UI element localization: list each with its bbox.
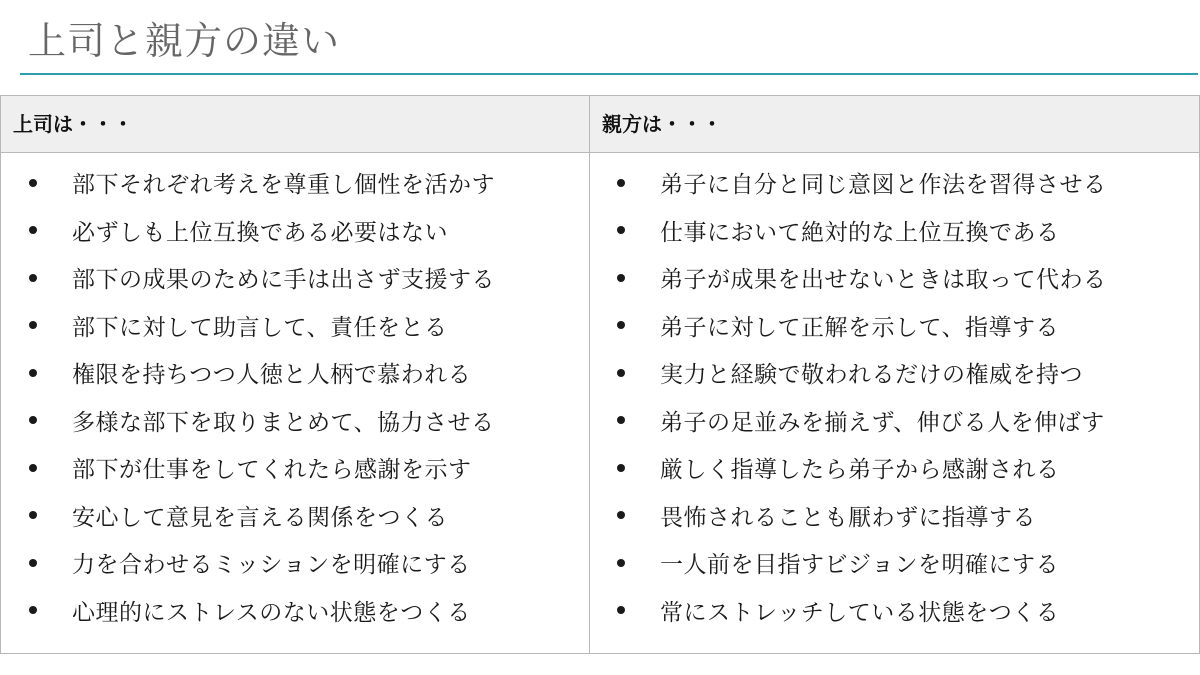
bullet-icon bbox=[29, 369, 37, 377]
list-item bbox=[590, 349, 1199, 397]
list-item bbox=[1, 397, 589, 445]
bullet-icon bbox=[29, 511, 37, 519]
master-traits-list bbox=[590, 159, 1199, 634]
bullet-icon bbox=[617, 464, 625, 472]
list-item-text: 弟子の足並みを揃えず、伸びる人を伸ばす bbox=[660, 409, 1105, 436]
list-item-text: 心理的にストレスのない状態をつくる bbox=[72, 599, 471, 626]
list-item-text: 部下が仕事をしてくれたら感謝を示す bbox=[72, 457, 472, 484]
list-item bbox=[1, 207, 589, 255]
bullet-icon bbox=[617, 321, 625, 329]
list-item-text: 権限を持ちつつ人徳と人柄で慕われる bbox=[72, 362, 472, 389]
list-item-text: 必ずしも上位互換である必要はない bbox=[72, 219, 448, 246]
list-item bbox=[590, 302, 1199, 350]
header-cell-boss: 上司は・・・ bbox=[1, 96, 590, 152]
bullet-icon bbox=[29, 179, 37, 187]
list-item-text: 安心して意見を言える関係をつくる bbox=[72, 504, 448, 531]
bullet-icon bbox=[617, 559, 625, 567]
body-cell-boss bbox=[1, 153, 590, 653]
bullet-icon bbox=[617, 179, 625, 187]
list-item bbox=[590, 587, 1199, 635]
list-item bbox=[590, 207, 1199, 255]
header-cell-master: 親方は・・・ bbox=[602, 112, 722, 136]
bullet-icon bbox=[29, 274, 37, 282]
bullet-icon bbox=[29, 606, 37, 614]
list-item bbox=[1, 492, 589, 540]
list-item-text: 一人前を目指すビジョンを明確にする bbox=[660, 552, 1060, 579]
list-item-text: 部下に対して助言して、責任をとる bbox=[72, 314, 448, 341]
list-item bbox=[590, 492, 1199, 540]
list-item-text: 実力と経験で敬われるだけの権威を持つ bbox=[660, 362, 1083, 389]
list-item-text: 部下の成果のために手は出さず支援する bbox=[72, 267, 495, 294]
list-item bbox=[590, 539, 1199, 587]
bullet-icon bbox=[29, 464, 37, 472]
list-item-text: 畏怖されることも厭わずに指導する bbox=[660, 504, 1036, 531]
list-item-text: 弟子に対して正解を示して、指導する bbox=[660, 314, 1060, 341]
list-item bbox=[1, 349, 589, 397]
list-item bbox=[590, 254, 1199, 302]
list-item bbox=[1, 587, 589, 635]
table-body-row bbox=[1, 153, 1199, 653]
comparison-table bbox=[0, 95, 1200, 654]
list-item-text: 弟子が成果を出せないときは取って代わる bbox=[660, 267, 1107, 294]
list-item bbox=[590, 397, 1199, 445]
bullet-icon bbox=[617, 416, 625, 424]
bullet-icon bbox=[29, 559, 37, 567]
list-item bbox=[1, 302, 589, 350]
boss-traits-list bbox=[1, 159, 589, 634]
table-header-row bbox=[1, 96, 1199, 153]
list-item-text: 弟子に自分と同じ意図と作法を習得させる bbox=[660, 172, 1107, 199]
list-item-text: 仕事において絶対的な上位互換である bbox=[660, 219, 1060, 246]
bullet-icon bbox=[617, 226, 625, 234]
list-item-text: 力を合わせるミッションを明確にする bbox=[72, 552, 471, 579]
list-item bbox=[1, 159, 589, 207]
list-item bbox=[590, 159, 1199, 207]
bullet-icon bbox=[29, 416, 37, 424]
bullet-icon bbox=[29, 226, 37, 234]
title-underline bbox=[20, 73, 1198, 75]
list-item-text: 部下それぞれ考えを尊重し個性を活かす bbox=[72, 172, 495, 199]
bullet-icon bbox=[617, 274, 625, 282]
bullet-icon bbox=[617, 606, 625, 614]
bullet-icon bbox=[29, 321, 37, 329]
list-item bbox=[1, 444, 589, 492]
bullet-icon bbox=[617, 511, 625, 519]
list-item bbox=[590, 444, 1199, 492]
list-item-text: 常にストレッチしている状態をつくる bbox=[660, 599, 1060, 626]
list-item-text: 多様な部下を取りまとめて、協力させる bbox=[72, 409, 495, 436]
bullet-icon bbox=[617, 369, 625, 377]
list-item bbox=[1, 254, 589, 302]
list-item-text: 厳しく指導したら弟子から感謝される bbox=[660, 457, 1060, 484]
list-item bbox=[1, 539, 589, 587]
slide-title: 上司と親方の違い bbox=[28, 19, 341, 63]
body-cell-master bbox=[590, 153, 1199, 653]
